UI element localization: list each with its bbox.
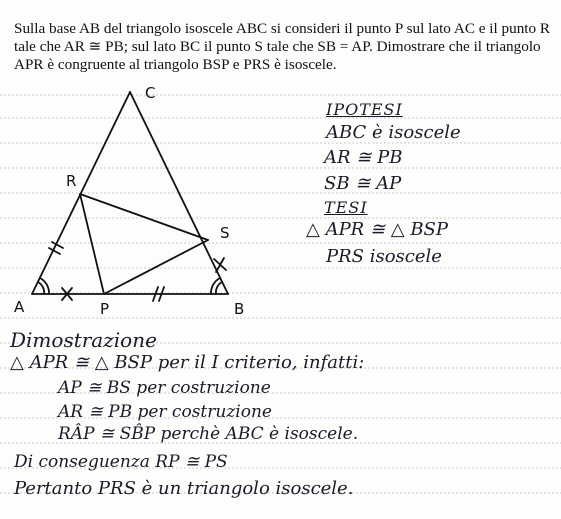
- segment-rp: [80, 194, 104, 294]
- side-bc: [130, 92, 228, 294]
- thesis-line: △ APR ≅ △ BSP: [306, 219, 448, 240]
- proof-line: AR ≅ PB per costruzione: [58, 402, 272, 422]
- proof-line: △ APR ≅ △ BSP per il I criterio, infatti:: [10, 352, 365, 373]
- proof-line: Pertanto PRS è un triangolo isoscele.: [14, 478, 354, 499]
- side-ac: [32, 92, 130, 294]
- problem-statement: Sulla base AB del triangolo isoscele ABC si consideri il punto P sul lato AC e il punto R tale che AR ≅ PB; sul lato BC il punto S tale che SB = AP. Dimostrare che il triangolo APR è congruente al triangolo BSP e PRS è isoscele.: [14, 20, 551, 73]
- hypothesis-line: ABC è isoscele: [326, 122, 461, 143]
- label-r: R: [66, 172, 77, 190]
- hypothesis-line: SB ≅ AP: [324, 173, 402, 194]
- cross-sb-2: [216, 258, 224, 272]
- angle-mark-a: [38, 282, 44, 294]
- proof-line: Di conseguenza RP ≅ PS: [14, 452, 228, 472]
- label-c: C: [145, 84, 156, 102]
- proof-title: Dimostrazione: [10, 328, 157, 352]
- triangle-figure: [0, 80, 300, 320]
- hypothesis-line: AR ≅ PB: [324, 147, 403, 168]
- label-s: S: [220, 224, 230, 242]
- segment-ps: [104, 240, 208, 294]
- label-p: P: [100, 300, 110, 318]
- thesis-title: TESI: [324, 198, 368, 217]
- segment-rs: [80, 194, 208, 240]
- angle-mark-b: [216, 282, 222, 294]
- hypothesis-title: IPOTESI: [326, 100, 403, 119]
- proof-line: AP ≅ BS per costruzione: [58, 378, 271, 398]
- label-a: A: [14, 298, 25, 316]
- thesis-line: PRS isoscele: [326, 246, 442, 267]
- proof-line: RÂP ≅ SB̂P perchè ABC è isoscele.: [58, 424, 359, 444]
- label-b: B: [234, 300, 245, 318]
